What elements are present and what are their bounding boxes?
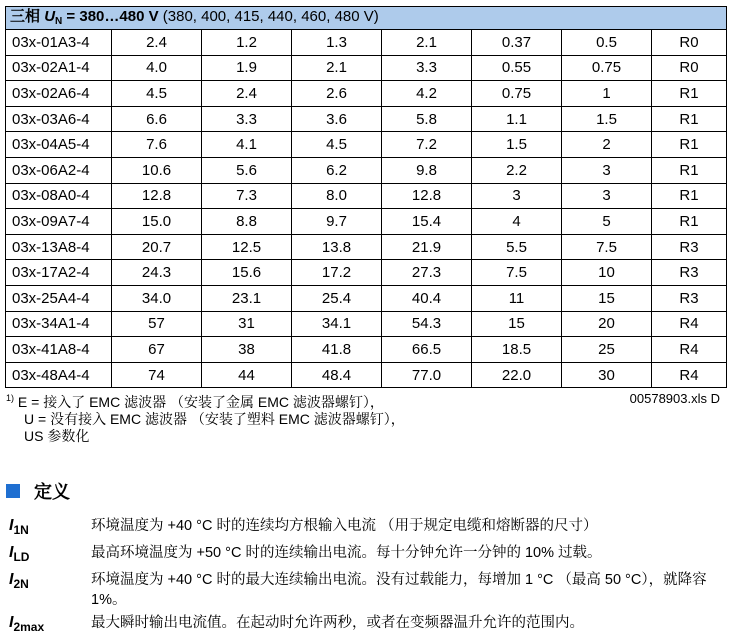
drive-type-cell: 03x-01A3-4	[6, 30, 112, 56]
table-cell: 34.1	[292, 311, 382, 337]
table-cell: 7.6	[112, 132, 202, 158]
table-cell: R4	[652, 362, 727, 388]
table-row	[6, 132, 727, 158]
drive-type-cell: 03x-08A0-4	[6, 183, 112, 209]
table-row	[6, 209, 727, 235]
table-cell: 0.75	[472, 81, 562, 107]
table-cell: R0	[652, 30, 727, 56]
definitions-list	[9, 516, 727, 640]
definition-item	[9, 516, 727, 540]
definition-text: 最大瞬时输出电流值。在起动时允许两秒，或者在变频器温升允许的范围内。	[91, 615, 584, 631]
table-cell: 1.1	[472, 106, 562, 132]
table-cell: 6.2	[292, 157, 382, 183]
table-cell: 5.6	[202, 157, 292, 183]
definition-symbol: $I_{2N}$	[9, 571, 29, 591]
table-row	[6, 106, 727, 132]
table-cell: 7.2	[382, 132, 472, 158]
table-cell: 2.4	[112, 30, 202, 56]
definition-text: 环境温度为 +40 °C 时的连续均方根输入电流 （用于规定电缆和熔断器的尺寸）	[91, 518, 598, 534]
table-cell: 8.8	[202, 209, 292, 235]
table-cell: 48.4	[292, 362, 382, 388]
table-cell: 15	[562, 285, 652, 311]
table-cell: 0.75	[562, 55, 652, 81]
table-cell: 25	[562, 337, 652, 363]
table-row	[6, 30, 727, 56]
table-cell: 21.9	[382, 234, 472, 260]
table-row	[6, 260, 727, 286]
table-cell: 2	[562, 132, 652, 158]
table-row	[6, 81, 727, 107]
table-cell: 17.2	[292, 260, 382, 286]
table-cell: 6.6	[112, 106, 202, 132]
definition-item	[9, 613, 727, 637]
table-cell: 5.8	[382, 106, 472, 132]
table-cell: 38	[202, 337, 292, 363]
footnote-line: U = 没有接入 EMC 滤波器 （安装了塑料 EMC 滤波器螺钉），	[24, 411, 405, 427]
table-cell: 27.3	[382, 260, 472, 286]
voltage-header	[6, 7, 727, 30]
table-cell: R1	[652, 106, 727, 132]
drive-type-cell: 03x-06A2-4	[6, 157, 112, 183]
footnotes	[6, 390, 726, 445]
table-row	[6, 337, 727, 363]
table-cell: 1.5	[562, 106, 652, 132]
table-cell: 54.3	[382, 311, 472, 337]
table-cell: 24.3	[112, 260, 202, 286]
table-cell: 11	[472, 285, 562, 311]
drive-type-cell: 03x-04A5-4	[6, 132, 112, 158]
table-row	[6, 311, 727, 337]
drive-type-cell: 03x-17A2-4	[6, 260, 112, 286]
table-cell: 7.5	[562, 234, 652, 260]
table-cell: R0	[652, 55, 727, 81]
table-cell: 12.8	[382, 183, 472, 209]
definitions-title: 定义	[34, 482, 70, 503]
table-cell: R1	[652, 157, 727, 183]
table-cell: 2.2	[472, 157, 562, 183]
definition-text: 最高环境温度为 +50 °C 时的连续输出电流。每十分钟允许一分钟的 10% 过载。	[91, 545, 602, 561]
table-cell: 67	[112, 337, 202, 363]
table-cell: 20	[562, 311, 652, 337]
table-cell: 57	[112, 311, 202, 337]
table-cell: R4	[652, 337, 727, 363]
table-cell: 15.4	[382, 209, 472, 235]
table-cell: 10	[562, 260, 652, 286]
table-cell: 25.4	[292, 285, 382, 311]
table-header-row	[6, 7, 727, 30]
header-values: (380, 400, 415, 440, 460, 480 V)	[158, 8, 379, 25]
table-cell: 0.5	[562, 30, 652, 56]
header-u-symbol: $U_N$	[44, 8, 63, 27]
table-cell: 15.0	[112, 209, 202, 235]
table-cell: R1	[652, 209, 727, 235]
footnote-line: $^{1)}$ E = 接入了 EMC 滤波器 （安装了金属 EMC 滤波器螺钉），	[6, 393, 384, 410]
table-cell: 4	[472, 209, 562, 235]
drive-type-cell: 03x-13A8-4	[6, 234, 112, 260]
table-cell: 3	[562, 183, 652, 209]
definition-item	[9, 570, 727, 610]
table-cell: R3	[652, 285, 727, 311]
table-cell: 7.5	[472, 260, 562, 286]
definition-symbol: $I_{2max}$	[9, 614, 45, 634]
table-cell: 15.6	[202, 260, 292, 286]
table-cell: 2.1	[382, 30, 472, 56]
drive-type-cell: 03x-02A1-4	[6, 55, 112, 81]
table-cell: 3	[562, 157, 652, 183]
drive-type-cell: 03x-48A4-4	[6, 362, 112, 388]
table-cell: 4.2	[382, 81, 472, 107]
ratings-table	[5, 6, 727, 388]
table-cell: 44	[202, 362, 292, 388]
table-cell: 30	[562, 362, 652, 388]
footnote-marker: 1)	[6, 393, 15, 403]
table-cell: 5	[562, 209, 652, 235]
drive-type-cell: 03x-41A8-4	[6, 337, 112, 363]
table-row	[6, 285, 727, 311]
table-cell: 4.5	[292, 132, 382, 158]
table-cell: 66.5	[382, 337, 472, 363]
table-cell: 1	[562, 81, 652, 107]
definition-symbol: $I_{LD}$	[9, 544, 30, 564]
file-reference: 00578903.xls D	[629, 391, 720, 406]
table-cell: 4.1	[202, 132, 292, 158]
table-cell: R1	[652, 81, 727, 107]
table-cell: 3.3	[382, 55, 472, 81]
table-cell: R1	[652, 132, 727, 158]
drive-type-cell: 03x-09A7-4	[6, 209, 112, 235]
table-cell: 22.0	[472, 362, 562, 388]
drive-type-cell: 03x-34A1-4	[6, 311, 112, 337]
table-cell: R3	[652, 234, 727, 260]
table-cell: R3	[652, 260, 727, 286]
table-cell: 2.4	[202, 81, 292, 107]
table-cell: 23.1	[202, 285, 292, 311]
table-cell: 2.6	[292, 81, 382, 107]
table-cell: 1.9	[202, 55, 292, 81]
table-cell: 77.0	[382, 362, 472, 388]
table-row	[6, 157, 727, 183]
table-cell: 13.8	[292, 234, 382, 260]
header-prefix: 三相	[10, 8, 41, 25]
definitions-heading	[6, 478, 70, 504]
definition-text: 环境温度为 +40 °C 时的最大连续输出电流。没有过载能力，每增加 1 °C （最高 50 °C），就降容 1%。	[91, 572, 707, 608]
table-cell: 2.1	[292, 55, 382, 81]
footnote-line: US 参数化	[24, 428, 90, 444]
table-cell: 31	[202, 311, 292, 337]
table-cell: 40.4	[382, 285, 472, 311]
drive-type-cell: 03x-02A6-4	[6, 81, 112, 107]
table-cell: 3.6	[292, 106, 382, 132]
table-cell: 15	[472, 311, 562, 337]
drive-type-cell: 03x-03A6-4	[6, 106, 112, 132]
definition-item	[9, 543, 727, 567]
table-cell: 10.6	[112, 157, 202, 183]
table-cell: 9.8	[382, 157, 472, 183]
table-cell: 7.3	[202, 183, 292, 209]
table-cell: 74	[112, 362, 202, 388]
table-cell: 5.5	[472, 234, 562, 260]
table-cell: 1.2	[202, 30, 292, 56]
table-cell: 4.0	[112, 55, 202, 81]
table-cell: 12.5	[202, 234, 292, 260]
table-row	[6, 55, 727, 81]
definition-symbol: $I_{1N}$	[9, 517, 29, 537]
table-cell: 8.0	[292, 183, 382, 209]
table-cell: 0.55	[472, 55, 562, 81]
table-cell: 1.5	[472, 132, 562, 158]
table-cell: 0.37	[472, 30, 562, 56]
table-cell: 3	[472, 183, 562, 209]
table-cell: 34.0	[112, 285, 202, 311]
table-row	[6, 183, 727, 209]
table-cell: R4	[652, 311, 727, 337]
table-cell: 20.7	[112, 234, 202, 260]
table-cell: R1	[652, 183, 727, 209]
table-cell: 18.5	[472, 337, 562, 363]
table-cell: 1.3	[292, 30, 382, 56]
drive-type-cell: 03x-25A4-4	[6, 285, 112, 311]
table-row	[6, 234, 727, 260]
table-row	[6, 362, 727, 388]
table-cell: 9.7	[292, 209, 382, 235]
table-cell: 3.3	[202, 106, 292, 132]
header-range: = 380…480 V	[62, 8, 159, 25]
table-cell: 41.8	[292, 337, 382, 363]
blue-square-icon	[6, 484, 20, 498]
table-cell: 4.5	[112, 81, 202, 107]
table-cell: 12.8	[112, 183, 202, 209]
